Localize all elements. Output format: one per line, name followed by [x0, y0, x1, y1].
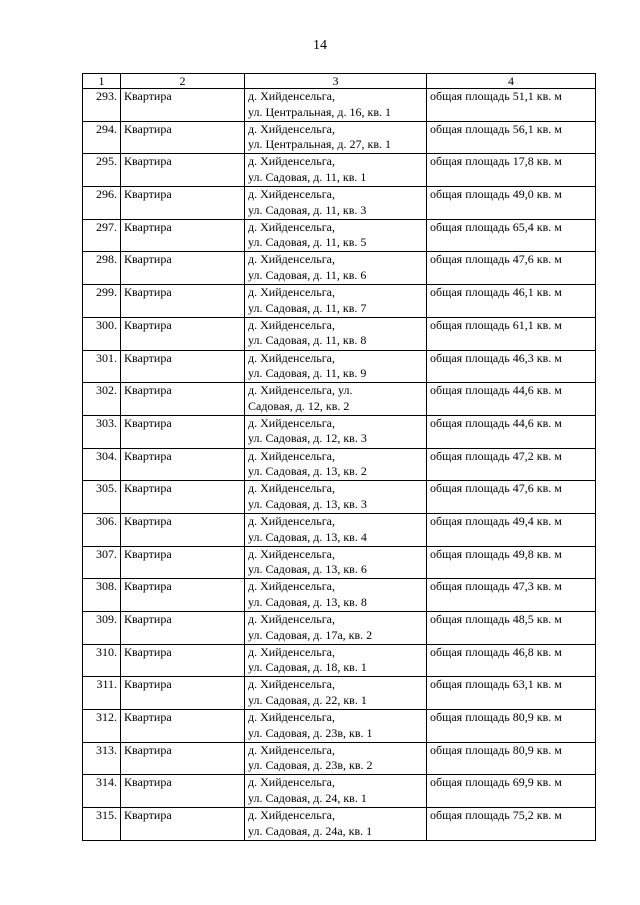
row-number: 296.	[83, 187, 121, 220]
property-type: Квартира	[121, 579, 245, 612]
row-number: 293.	[83, 89, 121, 122]
table-row	[83, 219, 596, 252]
address-line-1: д. Хийденсельга,	[248, 154, 335, 169]
property-type: Квартира	[121, 383, 245, 416]
row-number: 311.	[83, 677, 121, 710]
column-header-4: 4	[427, 74, 596, 89]
address-line-2: ул. Садовая, д. 13, кв. 2	[248, 464, 367, 479]
table-row	[83, 252, 596, 285]
address-line-2: ул. Садовая, д. 17а, кв. 2	[248, 627, 373, 642]
property-area: общая площадь 69,9 кв. м	[427, 775, 596, 808]
address-line-1: д. Хийденсельга,	[248, 448, 335, 463]
property-type: Квартира	[121, 448, 245, 481]
address-line-2: ул. Садовая, д. 13, кв. 6	[248, 562, 367, 577]
table-row	[83, 808, 596, 841]
row-number: 312.	[83, 710, 121, 743]
address-line-2: ул. Садовая, д. 23в, кв. 1	[248, 725, 373, 740]
row-number: 306.	[83, 513, 121, 546]
property-type: Квартира	[121, 415, 245, 448]
property-type: Квартира	[121, 808, 245, 841]
row-number: 310.	[83, 644, 121, 677]
address-line-2: ул. Садовая, д. 11, кв. 5	[248, 235, 367, 250]
address-line-2: ул. Садовая, д. 11, кв. 8	[248, 333, 367, 348]
property-area: общая площадь 49,8 кв. м	[427, 546, 596, 579]
row-number: 307.	[83, 546, 121, 579]
property-address	[245, 252, 427, 285]
property-address	[245, 350, 427, 383]
address-line-2: ул. Садовая, д. 12, кв. 3	[248, 431, 367, 446]
address-line-1: д. Хийденсельга,	[248, 252, 335, 267]
property-table	[82, 73, 596, 841]
row-number: 302.	[83, 383, 121, 416]
address-line-2: ул. Садовая, д. 11, кв. 7	[248, 300, 367, 315]
address-line-2: ул. Садовая, д. 11, кв. 6	[248, 268, 367, 283]
row-number: 300.	[83, 317, 121, 350]
address-line-1: д. Хийденсельга, ул.	[248, 383, 353, 398]
address-line-2: ул. Центральная, д. 27, кв. 1	[248, 137, 392, 152]
address-line-1: д. Хийденсельга,	[248, 612, 335, 626]
table-row	[83, 121, 596, 154]
property-area: общая площадь 75,2 кв. м	[427, 808, 596, 841]
property-type: Квартира	[121, 121, 245, 154]
address-line-1: д. Хийденсельга,	[248, 121, 335, 136]
row-number: 313.	[83, 742, 121, 775]
table-row	[83, 187, 596, 220]
table-row	[83, 612, 596, 645]
address-line-2: ул. Садовая, д. 24, кв. 1	[248, 791, 367, 806]
table-row	[83, 710, 596, 743]
property-type: Квартира	[121, 513, 245, 546]
property-type: Квартира	[121, 612, 245, 645]
row-number: 294.	[83, 121, 121, 154]
table-row	[83, 677, 596, 710]
table-row	[83, 89, 596, 122]
table-row	[83, 546, 596, 579]
property-type: Квартира	[121, 187, 245, 220]
table-row	[83, 513, 596, 546]
property-area: общая площадь 80,9 кв. м	[427, 710, 596, 743]
property-area: общая площадь 61,1 кв. м	[427, 317, 596, 350]
row-number: 309.	[83, 612, 121, 645]
address-line-1: д. Хийденсельга,	[248, 644, 335, 659]
property-area: общая площадь 47,3 кв. м	[427, 579, 596, 612]
property-type: Квартира	[121, 677, 245, 710]
property-address	[245, 154, 427, 187]
property-area: общая площадь 17,8 кв. м	[427, 154, 596, 187]
property-area: общая площадь 48,5 кв. м	[427, 612, 596, 645]
property-area: общая площадь 46,8 кв. м	[427, 644, 596, 677]
table-row	[83, 644, 596, 677]
table-row	[83, 415, 596, 448]
address-line-2: ул. Садовая, д. 11, кв. 1	[248, 169, 367, 184]
address-line-1: д. Хийденсельга,	[248, 481, 335, 496]
property-address	[245, 579, 427, 612]
property-address	[245, 317, 427, 350]
address-line-2: ул. Садовая, д. 23в, кв. 2	[248, 758, 373, 773]
address-line-2: ул. Садовая, д. 11, кв. 9	[248, 366, 367, 381]
property-address	[245, 677, 427, 710]
property-area: общая площадь 44,6 кв. м	[427, 383, 596, 416]
column-header-1: 1	[83, 74, 121, 89]
property-area: общая площадь 49,0 кв. м	[427, 187, 596, 220]
address-line-2: ул. Садовая, д. 13, кв. 3	[248, 496, 367, 511]
property-type: Квартира	[121, 350, 245, 383]
table-header-row	[83, 74, 596, 89]
property-type: Квартира	[121, 742, 245, 775]
address-line-1: д. Хийденсельга,	[248, 775, 335, 790]
row-number: 299.	[83, 285, 121, 318]
property-area: общая площадь 47,6 кв. м	[427, 252, 596, 285]
table-row	[83, 285, 596, 318]
property-address	[245, 219, 427, 252]
table-row	[83, 579, 596, 612]
property-type: Квартира	[121, 481, 245, 514]
property-address	[245, 612, 427, 645]
property-area: общая площадь 56,1 кв. м	[427, 121, 596, 154]
row-number: 298.	[83, 252, 121, 285]
property-area: общая площадь 80,9 кв. м	[427, 742, 596, 775]
table-row	[83, 154, 596, 187]
property-address	[245, 710, 427, 743]
table-row	[83, 742, 596, 775]
row-number: 297.	[83, 219, 121, 252]
address-line-1: д. Хийденсельга,	[248, 579, 335, 594]
property-area: общая площадь 46,1 кв. м	[427, 285, 596, 318]
address-line-2: ул. Центральная, д. 16, кв. 1	[248, 104, 392, 119]
column-header-2: 2	[121, 74, 245, 89]
property-address	[245, 121, 427, 154]
property-type: Квартира	[121, 219, 245, 252]
row-number: 308.	[83, 579, 121, 612]
page-number: 14	[313, 38, 327, 53]
address-line-1: д. Хийденсельга,	[248, 415, 335, 430]
property-area: общая площадь 51,1 кв. м	[427, 89, 596, 122]
property-type: Квартира	[121, 775, 245, 808]
address-line-1: д. Хийденсельга,	[248, 513, 335, 528]
property-area: общая площадь 47,2 кв. м	[427, 448, 596, 481]
row-number: 295.	[83, 154, 121, 187]
property-type: Квартира	[121, 252, 245, 285]
column-header-3: 3	[245, 74, 427, 89]
address-line-1: д. Хийденсельга,	[248, 317, 335, 332]
property-address	[245, 89, 427, 122]
address-line-1: д. Хийденсельга,	[248, 187, 335, 202]
address-line-2: ул. Садовая, д. 11, кв. 3	[248, 202, 367, 217]
address-line-1: д. Хийденсельга,	[248, 89, 335, 103]
table-body	[83, 89, 596, 841]
property-area: общая площадь 49,4 кв. м	[427, 513, 596, 546]
row-number: 305.	[83, 481, 121, 514]
table-row	[83, 317, 596, 350]
address-line-1: д. Хийденсельга,	[248, 546, 335, 561]
property-address	[245, 415, 427, 448]
property-type: Квартира	[121, 154, 245, 187]
property-address	[245, 187, 427, 220]
address-line-1: д. Хийденсельга,	[248, 742, 335, 757]
property-address	[245, 808, 427, 841]
property-address	[245, 513, 427, 546]
address-line-1: д. Хийденсельга,	[248, 350, 335, 365]
property-area: общая площадь 63,1 кв. м	[427, 677, 596, 710]
property-address	[245, 285, 427, 318]
address-line-2: ул. Садовая, д. 22, кв. 1	[248, 692, 367, 707]
address-line-1: д. Хийденсельга,	[248, 808, 335, 823]
property-area: общая площадь 46,3 кв. м	[427, 350, 596, 383]
address-line-2: ул. Садовая, д. 13, кв. 4	[248, 529, 367, 544]
property-address	[245, 481, 427, 514]
property-address	[245, 383, 427, 416]
property-type: Квартира	[121, 89, 245, 122]
property-type: Квартира	[121, 317, 245, 350]
row-number: 315.	[83, 808, 121, 841]
row-number: 301.	[83, 350, 121, 383]
property-type: Квартира	[121, 285, 245, 318]
property-address	[245, 546, 427, 579]
row-number: 303.	[83, 415, 121, 448]
property-address	[245, 644, 427, 677]
address-line-1: д. Хийденсельга,	[248, 710, 335, 725]
property-type: Квартира	[121, 546, 245, 579]
property-type: Квартира	[121, 644, 245, 677]
property-area: общая площадь 47,6 кв. м	[427, 481, 596, 514]
table-row	[83, 775, 596, 808]
property-area: общая площадь 44,6 кв. м	[427, 415, 596, 448]
address-line-1: д. Хийденсельга,	[248, 285, 335, 300]
address-line-2: ул. Садовая, д. 24а, кв. 1	[248, 823, 373, 838]
property-address	[245, 775, 427, 808]
address-line-2: ул. Садовая, д. 18, кв. 1	[248, 660, 367, 675]
row-number: 304.	[83, 448, 121, 481]
table-row	[83, 383, 596, 416]
address-line-2: ул. Садовая, д. 13, кв. 8	[248, 594, 367, 609]
property-address	[245, 448, 427, 481]
property-area: общая площадь 65,4 кв. м	[427, 219, 596, 252]
property-type: Квартира	[121, 710, 245, 743]
address-line-1: д. Хийденсельга,	[248, 219, 335, 234]
table-row	[83, 448, 596, 481]
table-row	[83, 350, 596, 383]
row-number: 314.	[83, 775, 121, 808]
address-line-2: Садовая, д. 12, кв. 2	[248, 398, 350, 413]
property-address	[245, 742, 427, 775]
table-row	[83, 481, 596, 514]
address-line-1: д. Хийденсельга,	[248, 677, 335, 692]
